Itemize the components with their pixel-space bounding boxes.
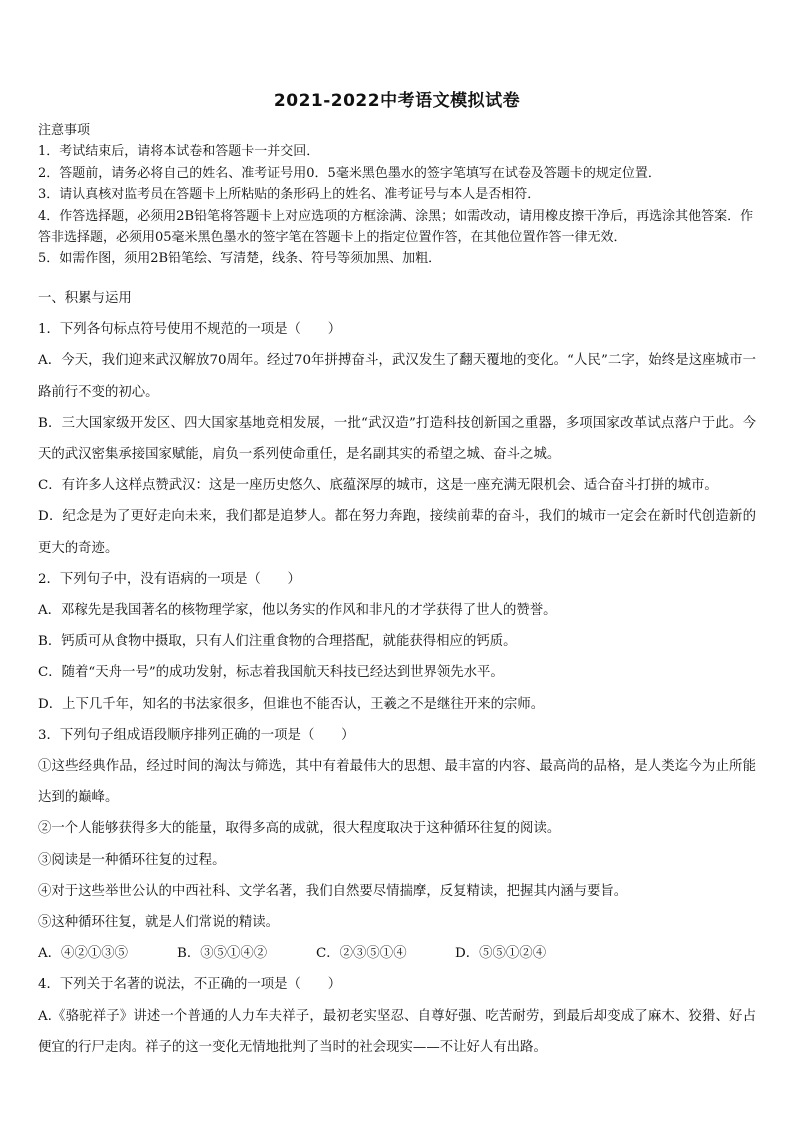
question-3-sentence: ③阅读是一种循环往复的过程。 bbox=[38, 852, 226, 868]
notice-item: 2．答题前，请务必将自己的姓名、准考证号用0．5毫米黑色墨水的签字笔填写在试卷及答题卡的规定位置． bbox=[38, 165, 661, 181]
question-3-option-d: D．⑤⑤①②④ bbox=[455, 946, 547, 962]
question-1-option-b: B．三大国家级开发区、四大国家基地竞相发展，一批“武汉造”打造科技创新国之重器，多项国家改革试点落户于此。今天的武汉密集承接国家赋能，肩负一系列使命重任，是名副其实的希望之城、奋斗之城。 bbox=[38, 415, 756, 463]
question-content bbox=[38, 283, 756, 1063]
question-3-options bbox=[38, 938, 756, 969]
notice-block bbox=[38, 120, 758, 270]
question-2-stem: 2．下列句子中，没有语病的一项是（ ） bbox=[38, 571, 301, 587]
question-3-option-b: B．③⑤①④② bbox=[177, 946, 268, 962]
notice-heading: 注意事项 bbox=[38, 123, 91, 138]
question-2-option-a: A．邓稼先是我国著名的核物理学家，他以务实的作风和非凡的才学获得了世人的赞誉。 bbox=[38, 603, 557, 619]
notice-item: 4．作答选择题，必须用2B铅笔将答题卡上对应选项的方框涂满、涂黑；如需改动，请用橡皮擦干净后，再选涂其他答案．作答非选择题，必须用05毫米黑色墨水的签字笔在答题卡上的指定位置作答，在其他位置作答一律无效． bbox=[38, 208, 754, 246]
question-3-sentence: ②一个人能够获得多大的能量，取得多高的成就，很大程度取决于这种循环往复的阅读。 bbox=[38, 821, 561, 837]
question-4-stem: 4．下列关于名著的说法，不正确的一项是（ ） bbox=[38, 977, 342, 993]
question-1-option-d: D．纪念是为了更好走向未来，我们都是追梦人。都在努力奔跑，接续前辈的奋斗，我们的城市一定会在新时代创造新的更大的奇迹。 bbox=[38, 509, 756, 556]
section-heading: 一、积累与运用 bbox=[38, 291, 132, 306]
notice-item: 5．如需作图，须用2B铅笔绘、写清楚，线条、符号等须加黑、加粗． bbox=[38, 251, 442, 267]
question-2-option-c: C．随着“天舟一号”的成功发射，标志着我国航天科技已经达到世界领先水平。 bbox=[38, 665, 504, 681]
question-1-option-c: C．有许多人这样点赞武汉：这是一座历史悠久、底蕴深厚的城市，这是一座充满无限机会、适合奋斗打拼的城市。 bbox=[38, 478, 718, 494]
question-4-option-a: A.《骆驼祥子》讲述一个普通的人力车夫祥子，最初老实坚忍、自尊好强、吃苦耐劳，到最后却变成了麻木、狡猾、好占便宜的行尸走肉。祥子的这一变化无情地批判了当时的社会现实——不让好人有出路。 bbox=[38, 1008, 756, 1055]
notice-item: 1．考试结束后，请将本试卷和答题卡一并交回． bbox=[38, 144, 320, 160]
question-3-sentence: ①这些经典作品，经过时间的淘汰与筛选，其中有着最伟大的思想、最丰富的内容、最高尚的品格，是人类迄今为止所能达到的巅峰。 bbox=[38, 759, 756, 806]
question-3-sentence: ④对于这些举世公认的中西社科、文学名著，我们自然要尽情揣摩，反复精读，把握其内涵与要旨。 bbox=[38, 883, 628, 899]
question-3-stem: 3．下列句子组成语段顺序排列正确的一项是（ ） bbox=[38, 727, 355, 743]
question-2-option-d: D．上下几千年，知名的书法家很多，但谁也不能否认，王羲之不是继往开来的宗师。 bbox=[38, 696, 545, 712]
question-3-sentence: ⑤这种循环往复，就是人们常说的精读。 bbox=[38, 915, 280, 931]
question-3-option-a: A．④②①③⑤ bbox=[38, 946, 129, 962]
question-2-option-b: B．钙质可从食物中摄取，只有人们注重食物的合理搭配，就能获得相应的钙质。 bbox=[38, 634, 517, 650]
question-1-stem: 1．下列各句标点符号使用不规范的一项是（ ） bbox=[38, 322, 342, 338]
exam-title: 2021-2022中考语文模拟试卷 bbox=[273, 91, 521, 111]
question-3-option-c: C．②③⑤①④ bbox=[316, 946, 407, 962]
question-1-option-a: A．今天，我们迎来武汉解放70周年。经过70年拼搏奋斗，武汉发生了翻天覆地的变化。“人民”二字，始终是这座城市一路前行不变的初心。 bbox=[38, 353, 756, 400]
notice-item: 3．请认真核对监考员在答题卡上所粘贴的条形码上的姓名、准考证号与本人是否相符． bbox=[38, 187, 541, 203]
